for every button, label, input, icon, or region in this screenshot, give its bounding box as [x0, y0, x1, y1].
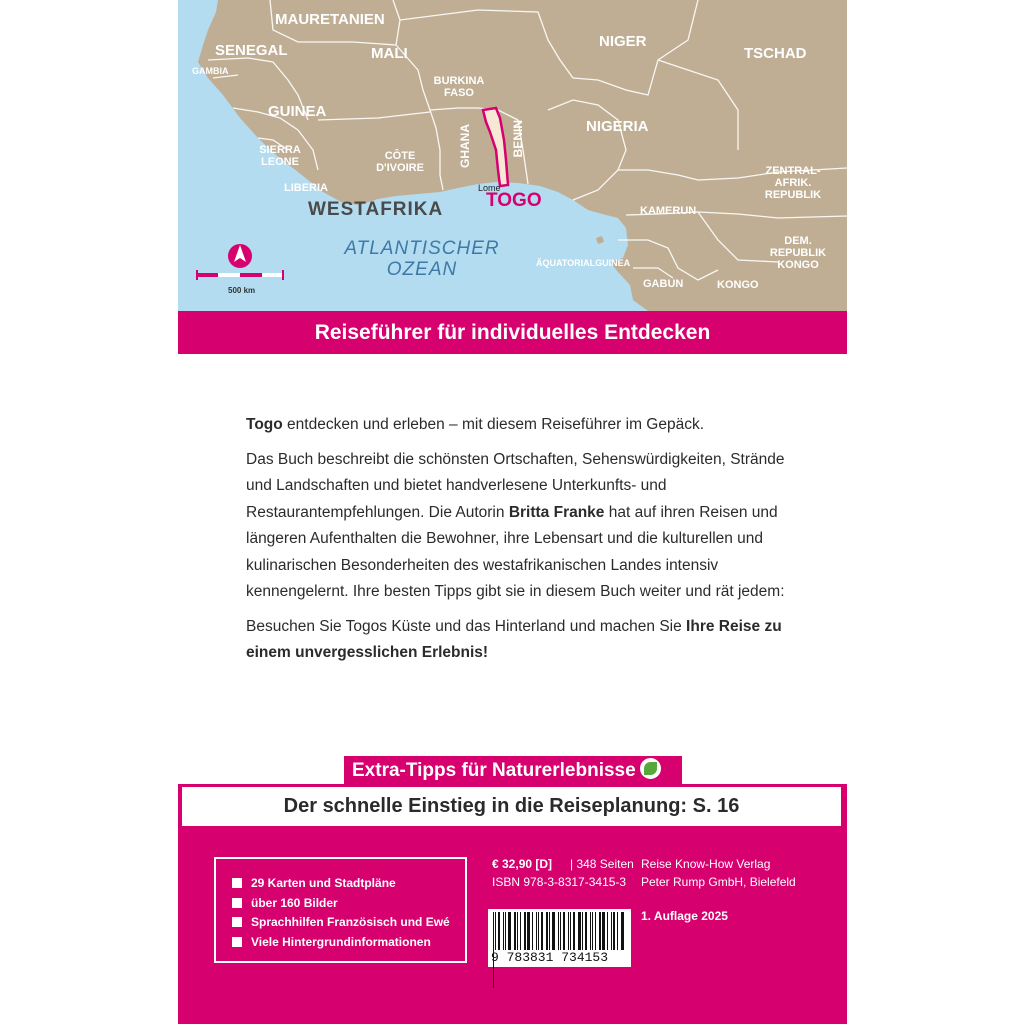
label-sierra-leone: SIERRA LEONE [259, 144, 301, 168]
intro-paragraph-3 [246, 614, 806, 667]
intro-paragraph-1 [246, 412, 806, 439]
feature-item [232, 894, 465, 914]
barcode-stripe [524, 912, 526, 950]
barcode-stripe [503, 912, 504, 950]
intro-paragraph-2 [246, 447, 806, 606]
checkbox-icon [232, 898, 242, 908]
barcode-stripe [592, 912, 593, 950]
barcode-stripe [538, 912, 539, 950]
barcode-bars [493, 912, 626, 950]
barcode-stripe [570, 912, 571, 950]
barcode-stripe [582, 912, 583, 950]
barcode-stripe [514, 912, 516, 950]
barcode-stripe [541, 912, 543, 950]
label-burkina-faso: BURKINA FASO [433, 75, 485, 99]
barcode-stripe [595, 912, 596, 950]
barcode-stripe [508, 912, 511, 950]
isbn: ISBN 978-3-8317-3415-3 [492, 875, 627, 889]
barcode-stripe [495, 912, 496, 950]
barcode-stripe [505, 912, 506, 950]
barcode-stripe [560, 912, 561, 950]
north-arrow-icon [228, 244, 252, 268]
feature-label: Viele Hintergrundinformationen [251, 934, 431, 949]
barcode-stripe [573, 912, 575, 950]
intro-text-2a: Das Buch beschreibt die schönsten Ortschaften, Sehenswürdigkeiten, Strände und Landschaften und bietet handverlesene Unterkunfts- und Restaurantempfehlungen. Die Autorin [246, 450, 785, 521]
barcode-number: 9 783831 734153 [491, 950, 609, 965]
barcode-stripe [613, 912, 615, 950]
barcode-stripe [493, 912, 494, 950]
barcode-stripe [517, 912, 518, 950]
back-cover [178, 0, 847, 1024]
label-cote-divoire: CÔTE D'IVOIRE [376, 150, 424, 174]
label-guinea: GUINEA [268, 103, 327, 120]
publisher-address: Peter Rump GmbH, Bielefeld [641, 875, 796, 889]
barcode-stripe [498, 912, 500, 950]
tagline-band: Reiseführer für individuelles Entdecken [178, 311, 847, 354]
label-tschad: TSCHAD [744, 45, 807, 62]
extra-tipps-label: Extra-Tipps für Naturerlebnisse [352, 760, 636, 781]
barcode-stripe [536, 912, 537, 950]
label-liberia: LIBERIA [284, 182, 328, 194]
label-kongo: KONGO [717, 279, 759, 291]
label-senegal: SENEGAL [215, 42, 288, 59]
checkbox-icon [232, 917, 242, 927]
barcode-stripe [611, 912, 612, 950]
label-gambia: GAMBIA [192, 66, 229, 76]
barcode-stripe [552, 912, 555, 950]
barcode-stripe [563, 912, 565, 950]
page-count: | 348 Seiten [570, 857, 634, 871]
feature-label: Sprachhilfen Französisch und Ewé [251, 915, 450, 929]
label-kamerun: KAMERUN [640, 205, 697, 217]
checkbox-icon [232, 937, 242, 947]
label-mali: MALI [371, 45, 408, 62]
barcode-stripe [617, 912, 618, 950]
label-nigeria: NIGERIA [586, 118, 649, 135]
feature-item [232, 874, 465, 894]
barcode-stripe [532, 912, 533, 950]
label-lome: Lome [478, 183, 501, 193]
label-niger: NIGER [599, 33, 647, 50]
quickstart-banner: Der schnelle Einstieg in die Reiseplanung: S. 16 [182, 787, 841, 826]
barcode-stripe [602, 912, 605, 950]
scale-label: 500 km [228, 286, 256, 295]
barcode-stripe [520, 912, 521, 950]
barcode-stripe [549, 912, 550, 950]
barcode-stripe [568, 912, 569, 950]
intro-text-1: entdecken und erleben – mit diesem Reiseführer im Gepäck. [282, 416, 705, 433]
barcode-stripe [558, 912, 559, 950]
togo-bold: Togo [246, 416, 283, 433]
label-westafrika: WESTAFRIKA [308, 199, 444, 220]
label-benin: BENIN [511, 120, 525, 158]
barcode-stripe [607, 912, 608, 950]
label-togo: TOGO [486, 190, 542, 211]
extra-tipps-tab [344, 756, 682, 786]
author-name: Britta Franke [508, 503, 605, 521]
barcode-stripe [585, 912, 587, 950]
price: € 32,90 [D] [492, 857, 553, 871]
label-dem-republik-kongo: DEM. REPUBLIK KONGO [769, 235, 827, 271]
feature-item [232, 933, 465, 953]
features-box [214, 857, 467, 963]
publisher: Reise Know-How Verlag [641, 857, 771, 871]
feature-label: über 160 Bilder [251, 895, 338, 910]
intro-text-3-bold: Ihre Reise zu einem unvergesslichen Erlebnis! [246, 617, 782, 661]
barcode-stripe [578, 912, 581, 950]
west-africa-map [178, 0, 847, 311]
label-mauretanien: MAURETANIEN [275, 11, 385, 28]
barcode-stripe [590, 912, 591, 950]
bottom-panel [178, 784, 847, 1024]
edition: 1. Auflage 2025 [641, 909, 728, 923]
barcode-stripe [621, 912, 624, 950]
intro-text-2b: hat auf ihren Reisen und längeren Aufenthalten die Bewohner, ihre Lebensart und die kulturellen und kulinarischen Besonderheiten des westafrikanischen Landes intensiv kennengelernt. Ihre besten Tipps gibt sie in diesem Buch weiter und rät jedem: [246, 503, 785, 600]
intro-text-3a: Besuchen Sie Togos Küste und das Hinterland und machen Sie [246, 617, 687, 635]
label-atlantischer-ozean: ATLANTISCHER OZEAN [344, 238, 500, 280]
barcode-stripe [546, 912, 548, 950]
label-zentralafrik-republik: ZENTRAL- AFRIK. REPUBLIK [764, 165, 822, 201]
label-aquatorialguinea: ÄQUATORIALGUINEA [536, 258, 631, 268]
feature-item [232, 913, 465, 933]
label-ghana: GHANA [458, 124, 472, 168]
barcode [488, 909, 631, 967]
barcode-stripe [599, 912, 601, 950]
feature-label: 29 Karten und Stadtpläne [251, 876, 396, 890]
checkbox-icon [232, 878, 242, 888]
leaf-icon [640, 758, 661, 779]
label-gabun: GABUN [643, 278, 684, 290]
description [246, 412, 806, 675]
barcode-stripe [527, 912, 530, 950]
